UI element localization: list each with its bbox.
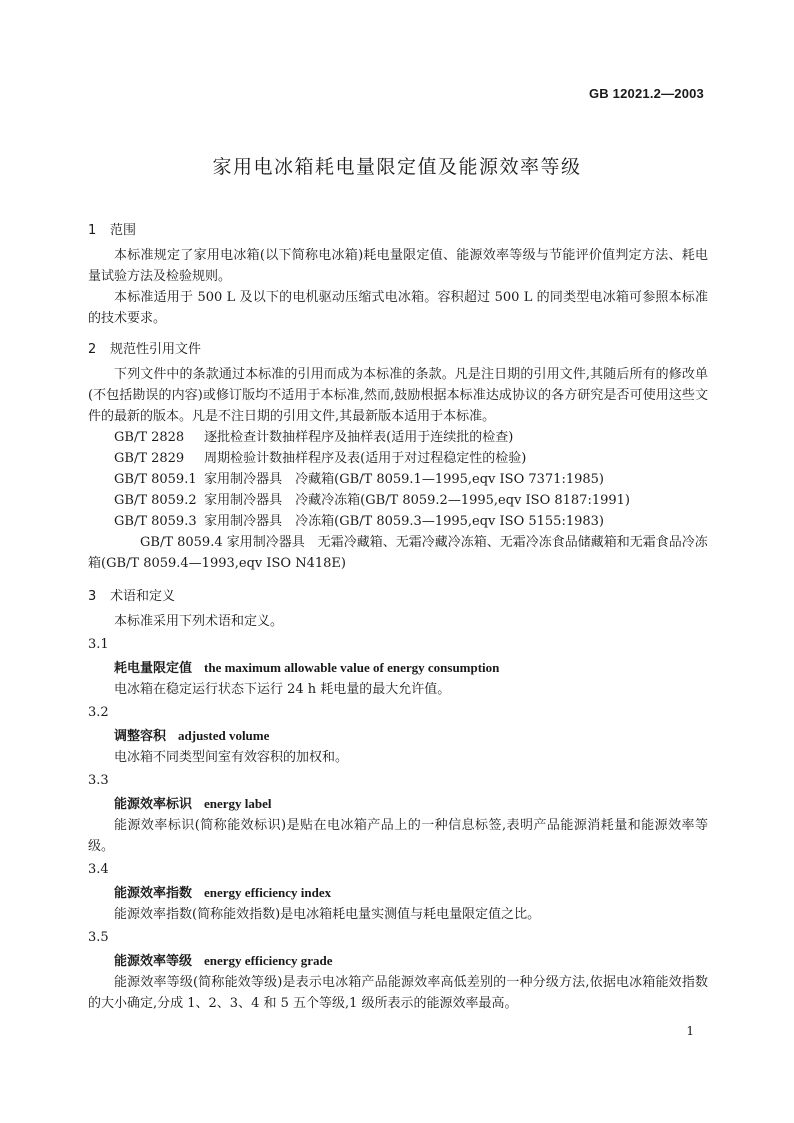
term-english: energy label	[204, 796, 272, 811]
reference-code: GB/T 8059.3	[114, 514, 197, 529]
section-number: 1	[88, 223, 97, 238]
term-number: 3.3	[88, 773, 109, 788]
term-3-1	[88, 634, 708, 700]
reference-item	[88, 469, 708, 490]
term-definition: 能源效率标识(简称能效标识)是贴在电冰箱产品上的一种信息标签,表明产品能源消耗量和能源效率等级。	[88, 818, 708, 854]
term-english: energy efficiency index	[204, 885, 332, 900]
term-chinese: 能源效率等级	[114, 954, 193, 969]
section-number: 2	[88, 342, 97, 357]
document-body	[88, 220, 708, 1014]
reference-code: GB/T 2828	[114, 430, 185, 445]
term-3-2	[88, 702, 708, 768]
section-title: 范围	[110, 223, 137, 238]
section-title: 术语和定义	[110, 589, 176, 604]
reference-title: 家用制冷器具 冷藏箱(GB/T 8059.1—1995,eqv ISO 7371:1985)	[204, 472, 604, 487]
term-chinese: 调整容积	[114, 729, 167, 744]
reference-code: GB/T 8059.2	[114, 493, 197, 508]
term-definition: 电冰箱在稳定运行状态下运行 24 h 耗电量的最大允许值。	[114, 682, 451, 697]
reference-item	[88, 511, 708, 532]
reference-code: GB/T 8059.1	[114, 472, 197, 487]
reference-code: GB/T 8059.4	[140, 535, 223, 550]
reference-title: 逐批检查计数抽样程序及抽样表(适用于连续批的检查)	[204, 430, 514, 445]
reference-title: 周期检验计数抽样程序及表(适用于对过程稳定性的检验)	[204, 451, 527, 466]
term-english: the maximum allowable value of energy consumption	[204, 660, 500, 675]
term-heading	[88, 793, 708, 815]
term-heading	[88, 725, 708, 747]
section-3-heading	[88, 586, 708, 607]
section-title: 规范性引用文件	[110, 342, 202, 357]
reference-code: GB/T 2829	[114, 451, 185, 466]
term-heading	[88, 950, 708, 972]
term-chinese: 耗电量限定值	[114, 661, 193, 676]
term-number: 3.1	[88, 637, 109, 652]
term-3-4	[88, 859, 708, 925]
section-2-heading	[88, 339, 708, 360]
reference-item	[88, 532, 708, 574]
paragraph: 本标准适用于 500 L 及以下的电机驱动压缩式电冰箱。容积超过 500 L 的同类型电冰箱可参照本标准的技术要求。	[88, 290, 708, 326]
paragraph: 本标准采用下列术语和定义。	[114, 614, 284, 629]
standard-number: GB 12021.2—2003	[588, 86, 704, 101]
term-chinese: 能源效率标识	[114, 797, 193, 812]
term-chinese: 能源效率指数	[114, 886, 193, 901]
term-heading	[88, 657, 708, 679]
term-3-3	[88, 770, 708, 857]
section-1-heading	[88, 220, 708, 241]
reference-item	[88, 490, 708, 511]
paragraph: 本标准规定了家用电冰箱(以下简称电冰箱)耗电量限定值、能源效率等级与节能评价值判定方法、耗电量试验方法及检验规则。	[88, 248, 708, 284]
section-number: 3	[88, 589, 97, 604]
reference-title: 家用制冷器具 无霜冷藏箱、无霜冷藏冷冻箱、无霜冷冻食品储藏箱和无霜食品冷冻箱(GB/T 8059.4—1993,eqv ISO N418E)	[88, 535, 708, 571]
term-number: 3.2	[88, 705, 109, 720]
term-english: energy efficiency grade	[204, 953, 333, 968]
reference-item	[88, 448, 708, 469]
term-heading	[88, 882, 708, 904]
term-number: 3.4	[88, 862, 109, 877]
page-number: 1	[686, 1024, 694, 1038]
term-definition: 电冰箱不同类型间室有效容积的加权和。	[114, 750, 349, 765]
paragraph: 下列文件中的条款通过本标准的引用而成为本标准的条款。凡是注日期的引用文件,其随后所有的修改单(不包括勘误的内容)或修订版均不适用于本标准,然而,鼓励根据本标准达成协议的各方研究是否可使用这些文件的最新的版本。凡是不注日期的引用文件,其最新版本适用于本标准。	[88, 367, 708, 424]
document-title: 家用电冰箱耗电量限定值及能源效率等级	[212, 156, 582, 178]
term-3-5	[88, 927, 708, 1014]
term-english: adjusted volume	[178, 728, 270, 743]
term-definition: 能源效率等级(简称能效等级)是表示电冰箱产品能源效率高低差别的一种分级方法,依据电冰箱能效指数的大小确定,分成 1、2、3、4 和 5 五个等级,1 级所表示的能源效率最高。	[88, 975, 708, 1011]
term-definition: 能源效率指数(简称能效指数)是电冰箱耗电量实测值与耗电量限定值之比。	[114, 907, 541, 922]
term-number: 3.5	[88, 930, 109, 945]
reference-title: 家用制冷器具 冷藏冷冻箱(GB/T 8059.2—1995,eqv ISO 8187:1991)	[204, 493, 630, 508]
reference-title: 家用制冷器具 冷冻箱(GB/T 8059.3—1995,eqv ISO 5155:1983)	[204, 514, 604, 529]
reference-item	[88, 427, 708, 448]
